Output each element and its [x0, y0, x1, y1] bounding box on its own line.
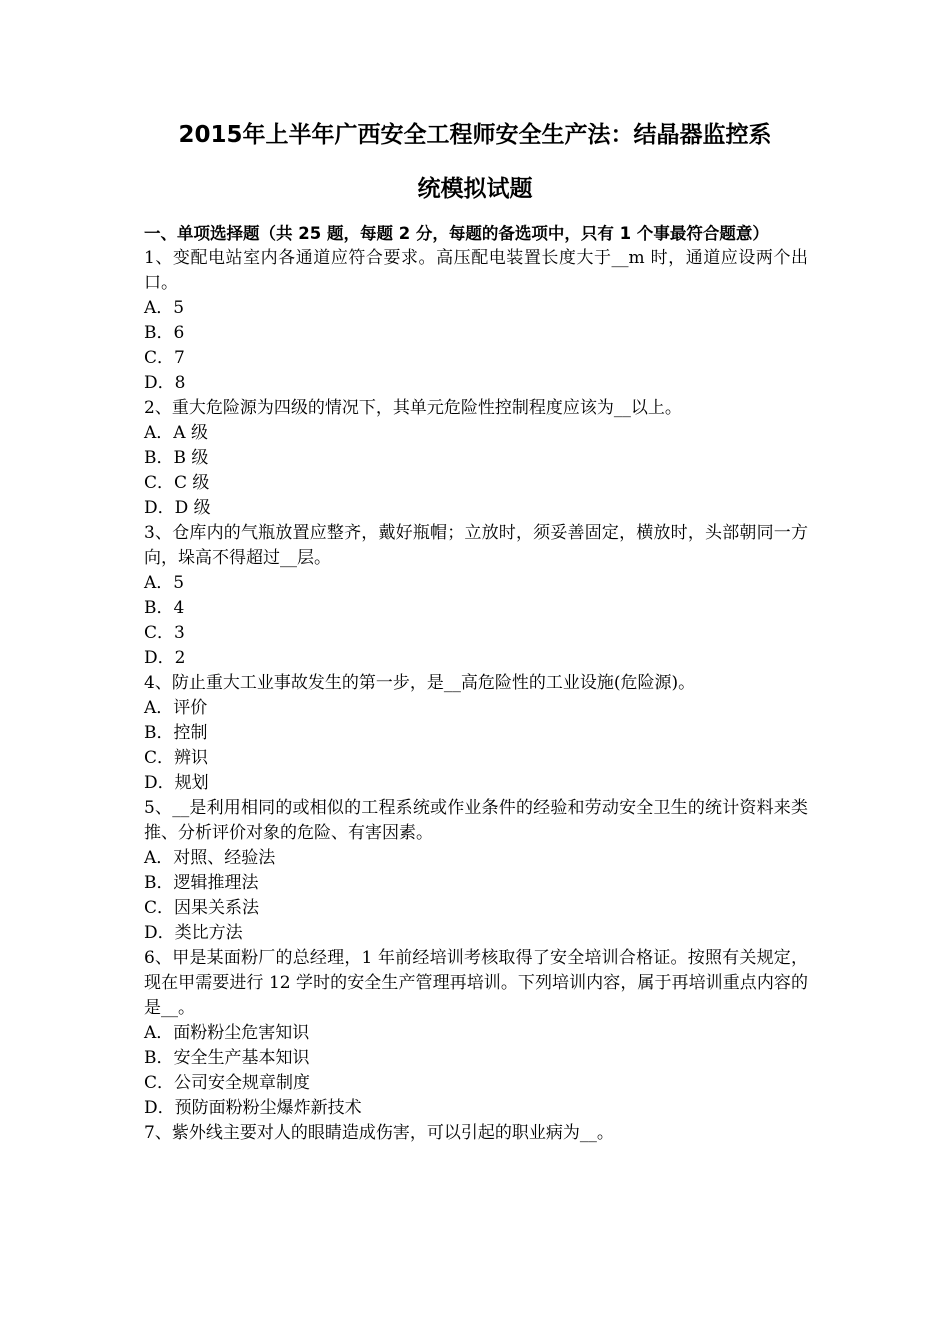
question-text: 1、变配电站室内各通道应符合要求。高压配电装置长度大于__m 时，通道应设两个出口。 [144, 248, 808, 293]
option-d: D．8 [144, 373, 186, 393]
option-b: B．B 级 [144, 448, 209, 468]
question-3 [144, 521, 808, 671]
option-b: B．逻辑推理法 [144, 873, 259, 893]
option-d: D．D 级 [144, 498, 211, 518]
option-a: A．评价 [144, 698, 208, 718]
option-c: C．C 级 [144, 473, 210, 493]
question-text: 7、紫外线主要对人的眼睛造成伤害，可以引起的职业病为__。 [144, 1123, 614, 1143]
document-title-line-1: 2015年上半年广西安全工程师安全生产法：结晶器监控系 [178, 122, 772, 148]
option-c: C．公司安全规章制度 [144, 1073, 311, 1093]
question-6 [144, 946, 808, 1121]
question-text: 4、防止重大工业事故发生的第一步，是__高危险性的工业设施(危险源)。 [144, 673, 696, 693]
option-d: D．类比方法 [144, 923, 243, 943]
option-d: D．规划 [144, 773, 209, 793]
option-b: B．4 [144, 598, 185, 618]
question-text: 5、__是利用相同的或相似的工程系统或作业条件的经验和劳动安全卫生的统计资料来类推、分析评价对象的危险、有害因素。 [144, 798, 808, 843]
document-body [144, 222, 808, 1146]
option-b: B．控制 [144, 723, 208, 743]
option-b: B．6 [144, 323, 185, 343]
option-d: D．预防面粉粉尘爆炸新技术 [144, 1098, 362, 1118]
question-4 [144, 671, 808, 796]
question-5 [144, 796, 808, 946]
question-text: 2、重大危险源为四级的情况下，其单元危险性控制程度应该为__以上。 [144, 398, 682, 418]
option-c: C．3 [144, 623, 185, 643]
option-a: A．A 级 [144, 423, 208, 443]
option-c: C．7 [144, 348, 185, 368]
question-text: 3、仓库内的气瓶放置应整齐，戴好瓶帽；立放时，须妥善固定，横放时，头部朝同一方向，垛高不得超过__层。 [144, 523, 808, 568]
option-a: A．对照、经验法 [144, 848, 276, 868]
question-2 [144, 396, 808, 521]
option-b: B．安全生产基本知识 [144, 1048, 310, 1068]
option-d: D．2 [144, 648, 186, 668]
option-a: A．面粉粉尘危害知识 [144, 1023, 310, 1043]
section-heading: 一、单项选择题（共 25 题，每题 2 分，每题的备选项中，只有 1 个事最符合题意） [144, 224, 769, 243]
option-a: A．5 [144, 573, 185, 593]
question-text: 6、甲是某面粉厂的总经理，1 年前经培训考核取得了安全培训合格证。按照有关规定，现在甲需要进行 12 学时的安全生产管理再培训。下列培训内容，属于再培训重点内容的是__。 [144, 948, 808, 1018]
option-a: A．5 [144, 298, 185, 318]
option-c: C．因果关系法 [144, 898, 260, 918]
document-title-line-2: 统模拟试题 [417, 176, 533, 202]
question-1 [144, 246, 808, 396]
option-c: C．辨识 [144, 748, 209, 768]
question-7 [144, 1121, 808, 1146]
